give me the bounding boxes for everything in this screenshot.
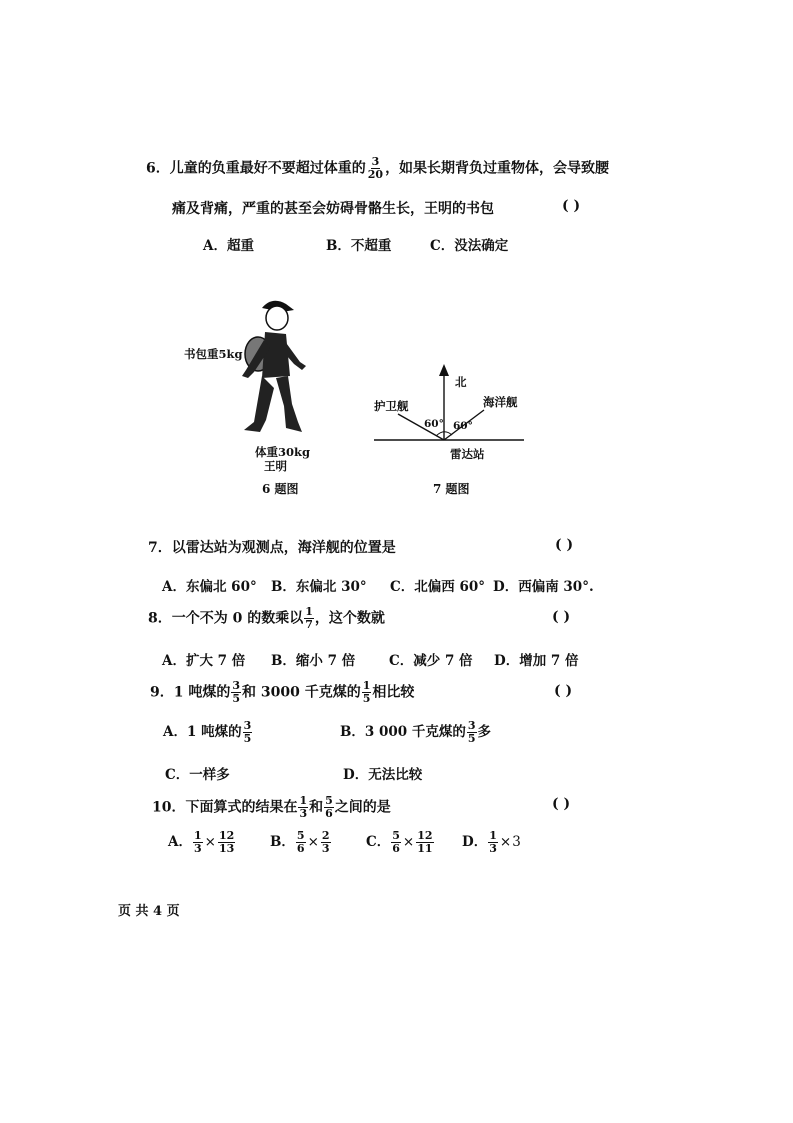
- q10-text: [152, 795, 391, 820]
- q9-option-d: D．无法比较: [343, 767, 423, 783]
- q10-frac1-den: 3: [299, 807, 308, 820]
- q10-option-a-frac1: [193, 830, 203, 855]
- q6-line1: [146, 156, 609, 181]
- q10-option-c-frac1: [391, 830, 401, 855]
- q9-option-c: C．一样多: [165, 767, 230, 783]
- q6-option-b: B．不超重: [326, 238, 392, 254]
- q10-frac2-num: 5: [325, 794, 333, 807]
- q8-frac-den: 7: [305, 618, 313, 631]
- q7-answer-bracket: ( ): [555, 537, 574, 553]
- q10-text-c: 之间的是: [334, 799, 391, 816]
- frac-num: 12: [417, 829, 433, 842]
- q10-option-c-frac2: [416, 830, 433, 855]
- q10-option-a: [168, 830, 236, 855]
- q6-line2: 痛及背痛，严重的甚至会妨碍骨骼生长，王明的书包: [172, 201, 494, 217]
- radar-station-label: 雷达站: [450, 447, 485, 461]
- q10-option-c-label: C．: [366, 834, 391, 850]
- q6-text-after: ，如果长期背负过重物体，会导致腰: [385, 160, 610, 177]
- q7-text: 7．以雷达站为观测点，海洋舰的位置是: [148, 540, 396, 556]
- frac-den: 3: [193, 842, 202, 855]
- q8-fraction: [304, 606, 314, 631]
- frac-num: 5: [392, 829, 400, 842]
- q9-opta-frac-num: 3: [243, 719, 252, 732]
- q10-option-b: [270, 830, 332, 855]
- q9-frac2-num: 1: [362, 679, 371, 692]
- frac-num: 2: [321, 829, 330, 842]
- angle-right-label: 60°: [453, 420, 473, 432]
- q6-number: 6．: [146, 160, 170, 177]
- page-footer: 页 共 4 页: [118, 904, 180, 919]
- q9-text-b: 和 3000 千克煤的: [242, 684, 361, 701]
- q10-text-b: 和: [309, 799, 324, 816]
- times-sign: ×: [307, 834, 319, 850]
- times-sign: ×: [204, 834, 216, 850]
- q10-fraction-1: [298, 795, 308, 820]
- q9-text: [150, 680, 414, 705]
- frac-den: 6: [296, 842, 305, 855]
- q6-option-c: C．没法确定: [430, 238, 509, 254]
- q9-option-a-text: A．1 吨煤的: [163, 724, 242, 740]
- angle-left-label: 60°: [424, 418, 444, 430]
- q10-option-d: [462, 830, 521, 855]
- frac-den: 6: [392, 842, 400, 855]
- boy-name-label: 王明: [264, 459, 287, 473]
- escort-ship-label: 护卫舰: [374, 399, 409, 413]
- q8-text-before: 8．一个不为 0 的数乘以: [148, 610, 304, 627]
- q10-option-b-frac1: [296, 830, 306, 855]
- q7-option-d: D．西偏南 30°.: [493, 579, 594, 595]
- q8-option-c: C．减少 7 倍: [389, 653, 473, 669]
- q9-option-a: [163, 720, 253, 745]
- frac-den: 11: [417, 842, 433, 855]
- q8-option-b: B．缩小 7 倍: [271, 653, 356, 669]
- body-weight-label: 体重30kg: [255, 445, 311, 459]
- q9-optb-frac-den: 5: [467, 732, 476, 745]
- q6-fraction: [367, 156, 384, 181]
- q7-option-b: B．东偏北 30°: [271, 579, 367, 595]
- q9-frac1-den: 5: [232, 692, 241, 705]
- frac-den: 13: [218, 842, 235, 855]
- frac-num: 5: [296, 829, 305, 842]
- q9-opta-frac-den: 5: [243, 732, 252, 745]
- q10-option-d-frac1: [488, 830, 498, 855]
- q6-option-a: A．超重: [203, 238, 254, 254]
- q10-option-a-frac2: [218, 830, 235, 855]
- q8-frac-num: 1: [305, 605, 313, 618]
- q10-option-c: [366, 830, 435, 855]
- q6-text-before: 儿童的负重最好不要超过体重的: [169, 160, 366, 177]
- ocean-ship-label: 海洋舰: [483, 395, 518, 409]
- q9-text-c: 相比较: [372, 684, 415, 701]
- times-sign: ×: [499, 834, 512, 850]
- q6-frac-num: 3: [371, 155, 380, 168]
- q10-option-d-integer: 3: [512, 834, 521, 850]
- q6-answer-bracket: ( ): [562, 198, 581, 214]
- q10-option-b-label: B．: [270, 834, 295, 850]
- q9-fraction-2: [362, 680, 372, 705]
- q9-optb-frac-num: 3: [467, 719, 476, 732]
- q10-answer-bracket: ( ): [552, 796, 571, 812]
- boy-with-backpack-figure: [232, 296, 312, 442]
- q9-answer-bracket: ( ): [554, 683, 573, 699]
- q8-option-a: A．扩大 7 倍: [162, 653, 246, 669]
- q9-option-b-after: 多: [477, 724, 492, 740]
- q8-option-d: D．增加 7 倍: [494, 653, 579, 669]
- q8-text: [148, 606, 385, 631]
- q10-frac1-num: 1: [299, 794, 308, 807]
- times-sign: ×: [402, 834, 415, 850]
- bag-weight-label: 书包重5kg: [184, 347, 243, 361]
- q10-text-a: 10．下面算式的结果在: [152, 799, 298, 816]
- q10-option-b-frac2: [321, 830, 331, 855]
- q9-option-a-fraction: [243, 720, 253, 745]
- north-label: 北: [455, 375, 467, 389]
- frac-den: 3: [489, 842, 497, 855]
- q8-answer-bracket: ( ): [552, 609, 571, 625]
- q6-frac-den: 20: [367, 168, 384, 181]
- frac-num: 1: [193, 829, 202, 842]
- frac-num: 12: [218, 829, 235, 842]
- q10-option-a-label: A．: [168, 834, 192, 850]
- q10-option-d-label: D．: [462, 834, 488, 850]
- q10-frac2-den: 6: [325, 807, 333, 820]
- q9-option-b: [340, 720, 491, 745]
- frac-den: 3: [321, 842, 330, 855]
- q10-fraction-2: [324, 795, 334, 820]
- q9-frac1-num: 3: [232, 679, 241, 692]
- q9-frac2-den: 5: [362, 692, 371, 705]
- q9-option-b-text: B．3 000 千克煤的: [340, 724, 466, 740]
- figure7-caption: 7 题图: [433, 482, 470, 496]
- q9-text-a: 9．1 吨煤的: [150, 684, 231, 701]
- frac-num: 1: [489, 829, 497, 842]
- q9-option-b-fraction: [467, 720, 477, 745]
- figure6-caption: 6 题图: [262, 482, 299, 496]
- q8-text-after: ，这个数就: [314, 610, 385, 627]
- q7-option-c: C．北偏西 60°: [390, 579, 485, 595]
- q9-fraction-1: [231, 680, 241, 705]
- q7-option-a: A．东偏北 60°: [162, 579, 257, 595]
